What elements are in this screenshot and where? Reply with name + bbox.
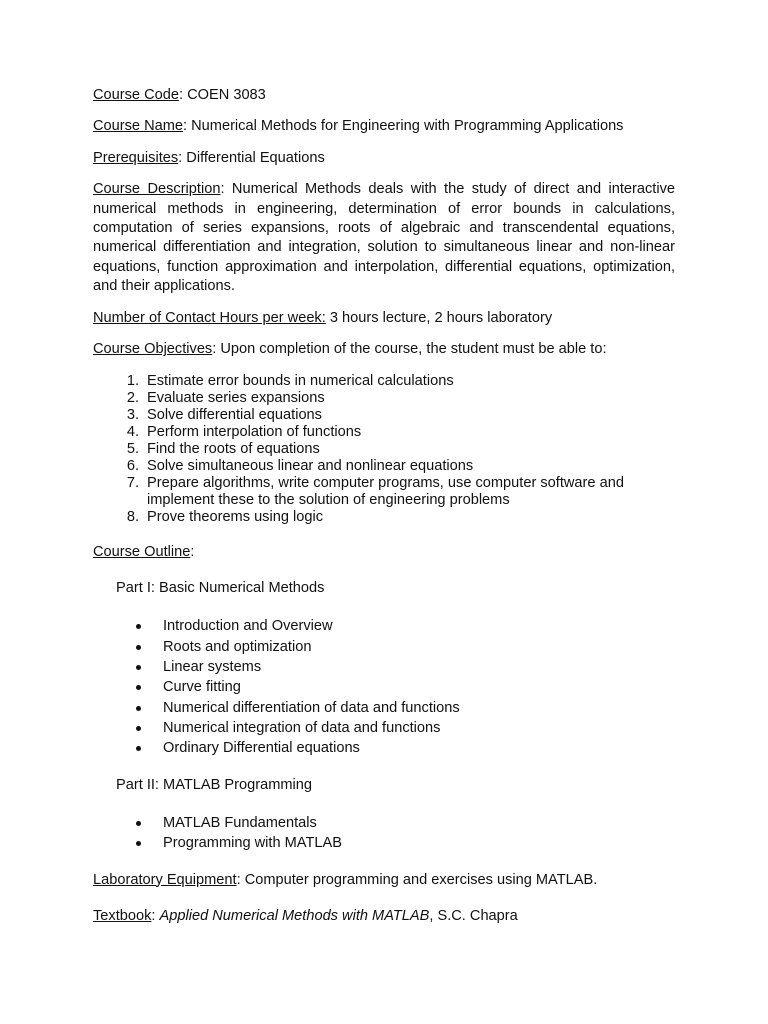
- course-outline-suffix: :: [190, 543, 195, 560]
- bullet-icon: [93, 657, 163, 677]
- bullet-icon: [93, 637, 163, 657]
- topic-text: Linear systems: [163, 659, 262, 676]
- objectives-label: Course Objectives: [93, 341, 213, 358]
- objective-item: [93, 373, 675, 390]
- objective-item: [93, 441, 675, 458]
- list-item: [93, 718, 675, 738]
- bullet-icon: [93, 738, 163, 758]
- part2-title: Part II: MATLAB Programming: [116, 776, 312, 793]
- list-item: [93, 698, 675, 718]
- bullet-icon: [93, 698, 163, 718]
- topic-text: Programming with MATLAB: [163, 835, 342, 852]
- course-code-label: Course Code: [93, 87, 179, 103]
- objective-number: 4.: [126, 424, 139, 441]
- objective-text: Evaluate series expansions: [147, 390, 325, 407]
- objective-item: [93, 475, 675, 509]
- part1-title: Part I: Basic Numerical Methods: [116, 580, 325, 597]
- syllabus-content: [93, 86, 675, 926]
- objective-number: 2.: [126, 390, 139, 407]
- objective-text: Perform interpolation of functions: [147, 424, 362, 441]
- objective-number: 7.: [126, 474, 139, 491]
- course-outline-label: Course Outline: [93, 543, 191, 560]
- lab-equipment-value: : Computer programming and exercises using MATLAB.: [236, 871, 598, 888]
- objective-number: 3.: [126, 407, 139, 424]
- course-name-value: : Numerical Methods for Engineering with Programming Applications: [183, 118, 624, 135]
- textbook-author: , S.C. Chapra: [429, 907, 518, 924]
- objective-item: [93, 424, 675, 441]
- list-item: [93, 637, 675, 657]
- bullet-icon: [93, 718, 163, 738]
- course-name-label: Course Name: [93, 118, 184, 135]
- course-description-paragraph: [93, 180, 675, 296]
- part1-topic-list: [93, 616, 675, 758]
- list-item: [93, 616, 675, 636]
- objective-text: Prepare algorithms, write computer programs, use computer software and implement these to the solution of engineering problems: [147, 474, 624, 508]
- textbook-title: Applied Numerical Methods with MATLAB: [159, 907, 430, 924]
- objective-item: [93, 390, 675, 407]
- objective-item: [93, 458, 675, 475]
- list-item: [93, 833, 675, 853]
- prerequisites-value: : Differential Equations: [178, 149, 325, 166]
- objectives-intro-line: [93, 340, 675, 359]
- objective-item: [93, 407, 675, 424]
- objective-number: 8.: [126, 508, 139, 525]
- objective-number: 1.: [126, 373, 139, 390]
- list-item: [93, 813, 675, 833]
- bullet-icon: [93, 677, 163, 697]
- topic-text: Curve fitting: [163, 679, 241, 696]
- course-code-line: [93, 86, 675, 105]
- prerequisites-line: [93, 149, 675, 168]
- textbook-separator: :: [151, 907, 160, 924]
- course-outline-heading: [93, 543, 675, 562]
- contact-hours-value: 3 hours lecture, 2 hours laboratory: [325, 309, 553, 326]
- bullet-icon: [93, 616, 163, 636]
- objectives-list: [93, 373, 675, 525]
- bullet-icon: [93, 813, 163, 833]
- list-item: [93, 738, 675, 758]
- contact-hours-line: [93, 309, 675, 328]
- objective-text: Solve simultaneous linear and nonlinear equations: [147, 458, 474, 474]
- objective-number: 5.: [126, 441, 139, 458]
- topic-text: MATLAB Fundamentals: [163, 814, 317, 831]
- textbook-line: [93, 907, 675, 926]
- part2-topic-list: [93, 813, 675, 854]
- textbook-label: Textbook: [93, 907, 152, 924]
- objective-item: [93, 509, 675, 526]
- list-item: [93, 677, 675, 697]
- objective-text: Solve differential equations: [147, 407, 322, 424]
- objective-text: Find the roots of equations: [147, 441, 320, 458]
- objective-number: 6.: [126, 458, 139, 474]
- lab-equipment-label: Laboratory Equipment: [93, 871, 237, 888]
- topic-text: Introduction and Overview: [163, 618, 333, 635]
- bullet-icon: [93, 833, 163, 853]
- prerequisites-label: Prerequisites: [93, 149, 179, 166]
- course-code-value: : COEN 3083: [179, 87, 266, 103]
- objective-text: Estimate error bounds in numerical calculations: [147, 373, 454, 390]
- topic-text: Numerical integration of data and functions: [163, 719, 441, 736]
- topic-text: Roots and optimization: [163, 638, 312, 655]
- objectives-intro: : Upon completion of the course, the student must be able to:: [212, 341, 607, 358]
- course-description-value: : Numerical Methods deals with the study of direct and interactive numerical methods in engineering, determination of error bounds in calculations, computation of series expansions, roots of algebraic and transcendental equations, numerical differentiation and integration, solution to simultaneous linear and non-linear equations, function approximation and interpolation, differential equations, optimization, and their applications.: [93, 181, 675, 295]
- topic-text: Numerical differentiation of data and functions: [163, 699, 460, 716]
- lab-equipment-line: [93, 871, 675, 890]
- contact-hours-label: Number of Contact Hours per week:: [93, 309, 326, 326]
- course-description-label: Course Description: [93, 181, 221, 198]
- list-item: [93, 657, 675, 677]
- objective-text: Prove theorems using logic: [147, 508, 324, 525]
- topic-text: Ordinary Differential equations: [163, 740, 360, 757]
- course-name-line: [93, 117, 675, 136]
